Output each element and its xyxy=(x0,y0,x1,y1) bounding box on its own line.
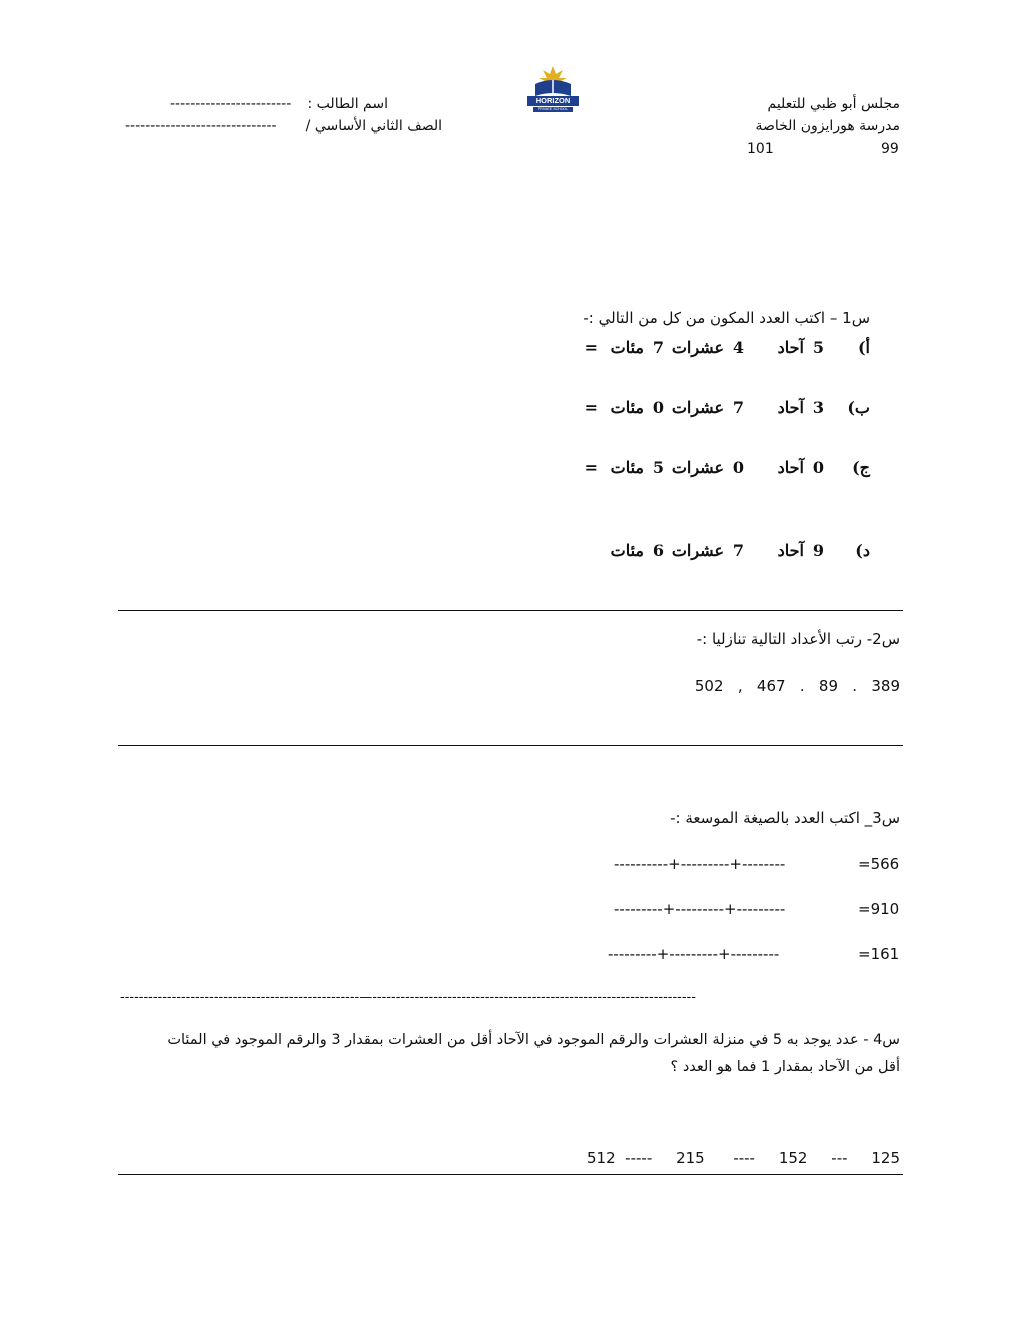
tens-label: عشرات xyxy=(671,541,724,560)
q3-row-161-number: =161 xyxy=(858,945,900,963)
equals-sign: = xyxy=(584,338,598,357)
q2-title: س2- رتب الأعداد التالية تنازليا :- xyxy=(696,630,900,648)
school-name: مدرسة هورايزون الخاصة xyxy=(755,118,900,134)
ones-label: آحاد xyxy=(777,338,804,357)
q1-item-letter: د) xyxy=(855,541,870,560)
tens-number: 4 xyxy=(732,338,744,357)
q1-title: س1 – اكتب العدد المكون من كل من التالي :- xyxy=(583,309,870,327)
tens-label: عشرات xyxy=(671,338,724,357)
q3-row-910-blanks: ---------+---------+--------- xyxy=(614,900,786,918)
tens-label: عشرات xyxy=(671,398,724,417)
ones-label: آحاد xyxy=(777,398,804,417)
logo-text: HORIZON xyxy=(535,96,571,105)
ones-label: آحاد xyxy=(777,458,804,477)
q3-row-910-number: =910 xyxy=(858,900,900,918)
tens-number: 7 xyxy=(732,398,744,417)
hundreds-label: مئات xyxy=(610,458,644,477)
ones-number: 3 xyxy=(812,398,824,417)
q4-line-2: أقل من الآحاد بمقدار 1 فما هو العدد ؟ xyxy=(670,1059,900,1075)
student-name-line: ------------------------ xyxy=(170,96,292,112)
q1-item-d xyxy=(598,541,870,560)
hundreds-number: 0 xyxy=(652,398,664,417)
divider-2 xyxy=(118,745,903,746)
dashed-separator: ---------------------------------------------------—--------------------------------------------------------------------- xyxy=(120,990,696,1005)
hundreds-number: 6 xyxy=(652,541,664,560)
tens-number: 7 xyxy=(732,541,744,560)
ones-label: آحاد xyxy=(777,541,804,560)
q4-line-1: س4 - عدد يوجد به 5 في منزلة العشرات والرقم الموجود في الآحاد أقل من العشرات بمقدار 3 والرقم الموجود في المئات xyxy=(167,1032,900,1048)
ones-number: 0 xyxy=(812,458,824,477)
q3-title: س3_ اكتب العدد بالصيغة الموسعة :- xyxy=(670,809,900,827)
equals-sign: = xyxy=(584,398,598,417)
council-name: مجلس أبو ظبي للتعليم xyxy=(767,96,900,112)
q2-numbers: 502 , 467 . 89 . 389 xyxy=(694,677,900,695)
hundreds-number: 5 xyxy=(652,458,664,477)
ones-number: 5 xyxy=(812,338,824,357)
grade-line: ------------------------------ xyxy=(125,118,277,134)
q1-item-letter: أ) xyxy=(857,338,870,357)
hundreds-label: مئات xyxy=(610,541,644,560)
q1-item-c xyxy=(585,458,870,477)
school-logo xyxy=(525,62,581,114)
divider-3 xyxy=(118,1174,903,1175)
grade-label: الصف الثاني الأساسي / xyxy=(305,118,442,134)
equals-sign: = xyxy=(584,458,598,477)
divider-1 xyxy=(118,610,903,611)
q1-item-b xyxy=(585,398,870,417)
hundreds-number: 7 xyxy=(652,338,664,357)
number-right: 99 xyxy=(881,141,899,157)
tens-label: عشرات xyxy=(671,458,724,477)
q1-item-a xyxy=(585,338,870,357)
hundreds-label: مئات xyxy=(610,338,644,357)
logo-subtext: PRIVATE SCHOOL xyxy=(537,107,569,111)
q1-item-letter: ب) xyxy=(847,398,870,417)
student-name-label: اسم الطالب : xyxy=(307,96,388,112)
q3-row-161-blanks: ---------+---------+--------- xyxy=(608,945,780,963)
q3-row-566-number: =566 xyxy=(858,855,900,873)
ones-number: 9 xyxy=(812,541,824,560)
q3-row-566-blanks: ----------+---------+-------- xyxy=(614,855,786,873)
tens-number: 0 xyxy=(732,458,744,477)
number-left: 101 xyxy=(747,141,774,157)
q1-item-letter: ج) xyxy=(852,458,870,477)
q4-options: 512 ----- 215 ---- 152 --- 125 xyxy=(587,1149,900,1167)
hundreds-label: مئات xyxy=(610,398,644,417)
